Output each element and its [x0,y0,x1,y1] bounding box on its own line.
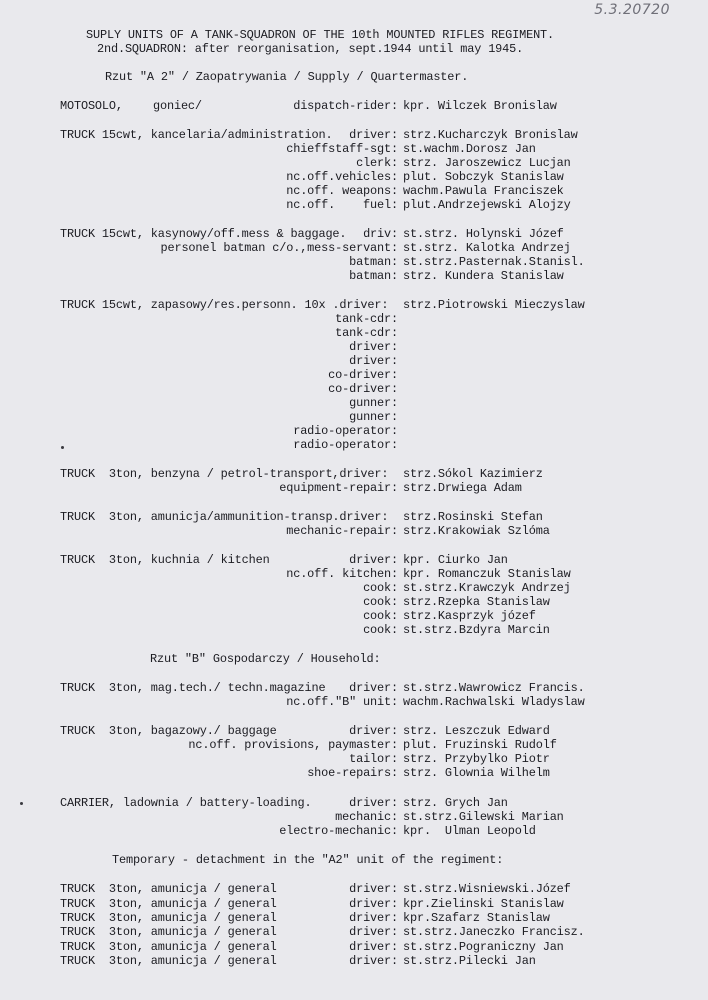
role-label: batman: [349,255,398,269]
person-name: kpr. Ciurko Jan [403,553,508,567]
vehicle-motosolo: MOTOSOLO, [60,99,123,113]
role-label: tank-cdr: [335,326,398,340]
role-label: driver: [349,553,398,567]
role-label: co-driver: [328,382,398,396]
person-name: wachm.Pawula Franciszek [403,184,564,198]
person-name: st.strz.Janeczko Francisz. [403,925,585,939]
person-name: st.strz.Pasternak.Stanisl. [403,255,585,269]
person-name: st.strz.Wawrowicz Francis. [403,681,585,695]
vehicle-truck-general: TRUCK 3ton, amunicja / general [60,954,277,968]
role-label: driv: [363,227,398,241]
person-name: st.strz.Wisniewski.Józef [403,882,571,896]
vehicle-truck-tech-magazine: TRUCK 3ton, mag.tech./ techn.magazine [60,681,326,695]
person-name: kpr.Zielinski Stanislaw [403,897,564,911]
role-label: equipment-repair: [279,481,398,495]
person-name: st.strz.Gilewski Marian [403,810,564,824]
role-label: driver: [349,128,398,142]
stray-dot [20,802,23,805]
role-label: dispatch-rider: [293,99,398,113]
role-label: nc.off. weapons: [286,184,398,198]
role-label: co-driver: [328,368,398,382]
vehicle-truck-reserve-personnel: TRUCK 15cwt, zapasowy/res.personn. 10x .driver: [60,298,389,312]
role-label: mechanic-repair: [286,524,398,538]
person-name: strz.Drwiega Adam [403,481,522,495]
role-label: electro-mechanic: [279,824,398,838]
person-name: strz. Grych Jan [403,796,508,810]
vehicle-truck-general: TRUCK 3ton, amunicja / general [60,925,277,939]
person-name: strz.Piotrowski Mieczyslaw [403,298,585,312]
person-name: plut. Sobczyk Stanislaw [403,170,564,184]
role-label: driver: [349,796,398,810]
person-name: st.strz.Pilecki Jan [403,954,536,968]
role-label: cook: [363,623,398,637]
person-name: strz. Jaroszewicz Lucjan [403,156,571,170]
role-label: radio-operator: [293,424,398,438]
vehicle-truck-general: TRUCK 3ton, amunicja / general [60,897,277,911]
header-subtitle: 2nd.SQUADRON: after reorganisation, sept.1944 until may 1945. [97,42,524,56]
role-label: cook: [363,609,398,623]
vehicle-truck-baggage: TRUCK 3ton, bagazowy./ baggage [60,724,277,738]
vehicle-truck-administration: TRUCK 15cwt, kancelaria/administration. [60,128,333,142]
person-name: st.strz.Krawczyk Andrzej [403,581,571,595]
role-label: tailor: [349,752,398,766]
person-name: strz.Rzepka Stanislaw [403,595,550,609]
person-name: st.wachm.Dorosz Jan [403,142,536,156]
vehicle-truck-kitchen: TRUCK 3ton, kuchnia / kitchen [60,553,270,567]
role-label: gunner: [349,410,398,424]
header-title: SUPLY UNITS OF A TANK-SQUADRON OF THE 10th MOUNTED RIFLES REGIMENT. [86,28,555,42]
role-label: personel batman c/o.,mess-servant: [160,241,398,255]
person-name: st.strz. Holynski Józef [403,227,564,241]
motosolo-desc: goniec/ [153,99,202,113]
person-name: plut.Andrzejewski Alojzy [403,198,571,212]
vehicle-truck-petrol: TRUCK 3ton, benzyna / petrol-transport,driver: [60,467,389,481]
role-label: nc.off. fuel: [286,198,398,212]
person-name: strz. Leszczuk Edward [403,724,550,738]
person-name: kpr. Ulman Leopold [403,824,536,838]
role-label: driver: [349,897,398,911]
role-label: driver: [349,354,398,368]
person-name: wachm.Rachwalski Wladyslaw [403,695,585,709]
role-label: cook: [363,581,398,595]
section-heading-a2: Rzut "A 2" / Zaopatrywania / Supply / Quartermaster. [105,70,469,84]
person-name: plut. Fruzinski Rudolf [403,738,557,752]
handwritten-note: 5.3.20720 [594,2,670,18]
role-label: nc.off.vehicles: [286,170,398,184]
role-label: driver: [349,681,398,695]
person-name: strz.Kucharczyk Bronislaw [403,128,578,142]
role-label: radio-operator: [293,438,398,452]
person-name: st.strz.Bzdyra Marcin [403,623,550,637]
person-name: kpr.Szafarz Stanislaw [403,911,550,925]
person-name: strz. Glownia Wilhelm [403,766,550,780]
person-name: st.strz.Pograniczny Jan [403,940,564,954]
role-label: nc.off."B" unit: [286,695,398,709]
section-heading-b: Rzut "B" Gospodarczy / Household: [150,652,381,666]
role-label: driver: [349,882,398,896]
vehicle-truck-general: TRUCK 3ton, amunicja / general [60,940,277,954]
role-label: driver: [349,954,398,968]
person-name: strz.Krakowiak Szlóma [403,524,550,538]
role-label: cook: [363,595,398,609]
vehicle-truck-officers-mess: TRUCK 15cwt, kasynowy/off.mess & baggage. [60,227,347,241]
role-label: tank-cdr: [335,312,398,326]
role-label: mechanic: [335,810,398,824]
role-label: nc.off. kitchen: [286,567,398,581]
person-name: strz.Sókol Kazimierz [403,467,543,481]
role-label: driver: [349,911,398,925]
vehicle-carrier-battery: CARRIER, ladownia / battery-loading. [60,796,312,810]
section-heading-temporary: Temporary - detachment in the "A2" unit of the regiment: [112,853,504,867]
role-label: driver: [349,724,398,738]
vehicle-truck-general: TRUCK 3ton, amunicja / general [60,882,277,896]
person-name: kpr. Wilczek Bronislaw [403,99,557,113]
person-name: st.strz. Kalotka Andrzej [403,241,571,255]
person-name: strz.Kasprzyk józef [403,609,536,623]
role-label: shoe-repairs: [307,766,398,780]
stray-dot [61,446,64,449]
vehicle-truck-general: TRUCK 3ton, amunicja / general [60,911,277,925]
role-label: driver: [349,940,398,954]
role-label: driver: [349,925,398,939]
person-name: strz. Kundera Stanislaw [403,269,564,283]
role-label: gunner: [349,396,398,410]
person-name: strz.Rosinski Stefan [403,510,543,524]
role-label: nc.off. provisions, paymaster: [188,738,398,752]
role-label: clerk: [356,156,398,170]
person-name: kpr. Romanczuk Stanislaw [403,567,571,581]
vehicle-truck-ammunition: TRUCK 3ton, amunicja/ammunition-transp.driver: [60,510,389,524]
role-label: batman: [349,269,398,283]
role-label: driver: [349,340,398,354]
role-label: chieffstaff-sgt: [286,142,398,156]
person-name: strz. Przybylko Piotr [403,752,550,766]
